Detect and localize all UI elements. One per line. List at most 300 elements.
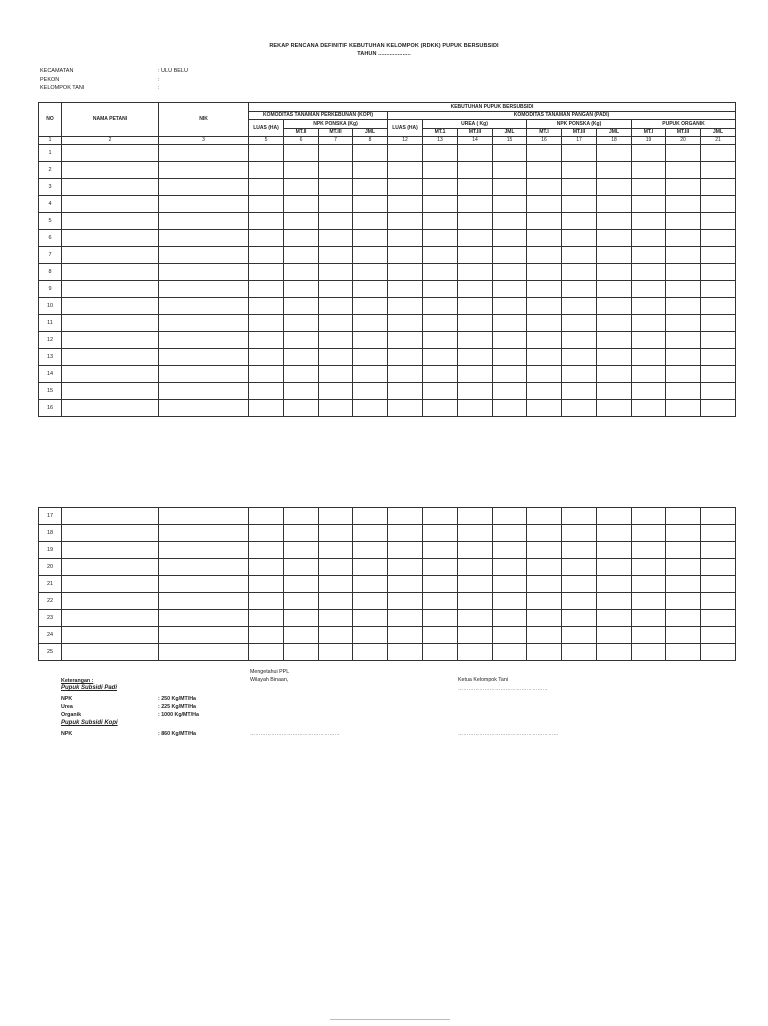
table-cell[interactable]: [527, 229, 562, 246]
table-cell[interactable]: [249, 525, 284, 542]
table-cell[interactable]: [388, 348, 423, 365]
table-cell[interactable]: [353, 263, 388, 280]
table-cell[interactable]: [458, 644, 493, 661]
table-cell[interactable]: [597, 229, 632, 246]
table-cell[interactable]: [527, 246, 562, 263]
table-cell[interactable]: [527, 263, 562, 280]
table-cell[interactable]: [666, 610, 701, 627]
table-cell[interactable]: [353, 212, 388, 229]
table-cell[interactable]: [423, 144, 458, 161]
table-cell[interactable]: [249, 542, 284, 559]
table-cell[interactable]: [458, 399, 493, 416]
table-cell[interactable]: [353, 314, 388, 331]
table-cell[interactable]: [62, 348, 159, 365]
table-cell[interactable]: [284, 559, 319, 576]
table-cell[interactable]: [701, 644, 736, 661]
table-cell[interactable]: [458, 178, 493, 195]
table-cell[interactable]: [423, 348, 458, 365]
table-cell[interactable]: [62, 593, 159, 610]
table-cell[interactable]: [666, 212, 701, 229]
table-cell[interactable]: [388, 382, 423, 399]
table-cell[interactable]: [353, 280, 388, 297]
table-cell[interactable]: [701, 382, 736, 399]
table-cell[interactable]: [527, 382, 562, 399]
table-cell[interactable]: [666, 246, 701, 263]
table-cell[interactable]: [319, 144, 353, 161]
table-cell[interactable]: [632, 331, 666, 348]
table-cell[interactable]: [493, 348, 527, 365]
table-cell[interactable]: [562, 399, 597, 416]
table-cell[interactable]: [562, 644, 597, 661]
table-cell[interactable]: [423, 195, 458, 212]
table-cell[interactable]: [458, 348, 493, 365]
table-cell[interactable]: [597, 331, 632, 348]
table-cell[interactable]: [353, 178, 388, 195]
table-cell[interactable]: [159, 508, 249, 525]
table-cell[interactable]: [159, 280, 249, 297]
table-cell[interactable]: [597, 348, 632, 365]
table-cell[interactable]: [632, 246, 666, 263]
table-cell[interactable]: [249, 263, 284, 280]
table-cell[interactable]: [701, 229, 736, 246]
table-cell[interactable]: [353, 144, 388, 161]
table-cell[interactable]: [527, 280, 562, 297]
table-cell[interactable]: [319, 399, 353, 416]
table-cell[interactable]: [388, 229, 423, 246]
table-cell[interactable]: [62, 314, 159, 331]
table-cell[interactable]: [527, 365, 562, 382]
table-cell[interactable]: [388, 297, 423, 314]
table-cell[interactable]: [62, 525, 159, 542]
table-cell[interactable]: [632, 314, 666, 331]
table-cell[interactable]: [666, 178, 701, 195]
table-cell[interactable]: [562, 212, 597, 229]
table-cell[interactable]: [423, 229, 458, 246]
table-cell[interactable]: [284, 593, 319, 610]
table-cell[interactable]: [562, 280, 597, 297]
table-cell[interactable]: [62, 627, 159, 644]
table-cell[interactable]: [493, 610, 527, 627]
table-cell[interactable]: [527, 644, 562, 661]
table-cell[interactable]: [388, 559, 423, 576]
table-cell[interactable]: [159, 627, 249, 644]
table-cell[interactable]: [319, 280, 353, 297]
table-cell[interactable]: [701, 314, 736, 331]
table-cell[interactable]: [527, 348, 562, 365]
table-cell[interactable]: [353, 399, 388, 416]
table-cell[interactable]: [527, 525, 562, 542]
table-cell[interactable]: [666, 508, 701, 525]
table-cell[interactable]: [666, 314, 701, 331]
table-cell[interactable]: [284, 542, 319, 559]
table-cell[interactable]: [249, 314, 284, 331]
table-cell[interactable]: [319, 178, 353, 195]
table-cell[interactable]: [159, 610, 249, 627]
table-cell[interactable]: [423, 399, 458, 416]
table-cell[interactable]: [701, 212, 736, 229]
table-cell[interactable]: [701, 246, 736, 263]
table-cell[interactable]: [458, 229, 493, 246]
table-cell[interactable]: [249, 382, 284, 399]
table-cell[interactable]: [423, 297, 458, 314]
table-cell[interactable]: [249, 195, 284, 212]
table-cell[interactable]: [159, 161, 249, 178]
table-cell[interactable]: [159, 195, 249, 212]
table-cell[interactable]: [159, 542, 249, 559]
table-cell[interactable]: [423, 161, 458, 178]
table-cell[interactable]: [458, 263, 493, 280]
table-cell[interactable]: [666, 365, 701, 382]
table-cell[interactable]: [666, 161, 701, 178]
table-cell[interactable]: [319, 508, 353, 525]
table-cell[interactable]: [493, 195, 527, 212]
table-cell[interactable]: [597, 508, 632, 525]
table-cell[interactable]: [249, 576, 284, 593]
table-cell[interactable]: [284, 382, 319, 399]
table-cell[interactable]: [388, 144, 423, 161]
table-cell[interactable]: [527, 178, 562, 195]
table-cell[interactable]: [62, 382, 159, 399]
table-cell[interactable]: [666, 542, 701, 559]
table-cell[interactable]: [388, 576, 423, 593]
table-cell[interactable]: [249, 161, 284, 178]
table-cell[interactable]: [388, 178, 423, 195]
table-cell[interactable]: [701, 525, 736, 542]
table-cell[interactable]: [388, 610, 423, 627]
table-cell[interactable]: [458, 280, 493, 297]
table-cell[interactable]: [597, 576, 632, 593]
table-cell[interactable]: [666, 280, 701, 297]
table-cell[interactable]: [159, 212, 249, 229]
table-cell[interactable]: [353, 559, 388, 576]
table-cell[interactable]: [527, 314, 562, 331]
table-cell[interactable]: [284, 280, 319, 297]
table-cell[interactable]: [388, 195, 423, 212]
table-cell[interactable]: [423, 212, 458, 229]
table-cell[interactable]: [666, 195, 701, 212]
table-cell[interactable]: [493, 365, 527, 382]
table-cell[interactable]: [493, 559, 527, 576]
table-cell[interactable]: [493, 246, 527, 263]
table-cell[interactable]: [249, 246, 284, 263]
table-cell[interactable]: [284, 610, 319, 627]
table-cell[interactable]: [62, 280, 159, 297]
table-cell[interactable]: [62, 644, 159, 661]
table-cell[interactable]: [284, 331, 319, 348]
table-cell[interactable]: [159, 525, 249, 542]
table-cell[interactable]: [388, 542, 423, 559]
table-cell[interactable]: [353, 382, 388, 399]
table-cell[interactable]: [353, 593, 388, 610]
table-cell[interactable]: [353, 610, 388, 627]
table-cell[interactable]: [666, 644, 701, 661]
table-cell[interactable]: [562, 559, 597, 576]
table-cell[interactable]: [597, 365, 632, 382]
table-cell[interactable]: [353, 161, 388, 178]
table-cell[interactable]: [284, 195, 319, 212]
table-cell[interactable]: [353, 627, 388, 644]
table-cell[interactable]: [423, 365, 458, 382]
table-cell[interactable]: [353, 576, 388, 593]
table-cell[interactable]: [562, 525, 597, 542]
table-cell[interactable]: [159, 559, 249, 576]
table-cell[interactable]: [388, 246, 423, 263]
table-cell[interactable]: [597, 178, 632, 195]
table-cell[interactable]: [284, 297, 319, 314]
table-cell[interactable]: [701, 365, 736, 382]
table-cell[interactable]: [458, 195, 493, 212]
table-cell[interactable]: [62, 144, 159, 161]
table-cell[interactable]: [423, 178, 458, 195]
table-cell[interactable]: [284, 365, 319, 382]
table-cell[interactable]: [159, 263, 249, 280]
table-cell[interactable]: [701, 195, 736, 212]
table-cell[interactable]: [597, 212, 632, 229]
table-cell[interactable]: [632, 144, 666, 161]
table-cell[interactable]: [249, 399, 284, 416]
table-cell[interactable]: [159, 399, 249, 416]
table-cell[interactable]: [493, 297, 527, 314]
table-cell[interactable]: [562, 508, 597, 525]
table-cell[interactable]: [458, 144, 493, 161]
table-cell[interactable]: [249, 229, 284, 246]
table-cell[interactable]: [562, 331, 597, 348]
table-cell[interactable]: [493, 263, 527, 280]
table-cell[interactable]: [632, 365, 666, 382]
table-cell[interactable]: [249, 627, 284, 644]
table-cell[interactable]: [597, 246, 632, 263]
table-cell[interactable]: [458, 525, 493, 542]
table-cell[interactable]: [353, 229, 388, 246]
table-cell[interactable]: [701, 144, 736, 161]
table-cell[interactable]: [666, 229, 701, 246]
table-cell[interactable]: [353, 195, 388, 212]
table-cell[interactable]: [284, 399, 319, 416]
table-cell[interactable]: [62, 263, 159, 280]
table-cell[interactable]: [353, 246, 388, 263]
table-cell[interactable]: [458, 297, 493, 314]
table-cell[interactable]: [562, 178, 597, 195]
table-cell[interactable]: [458, 331, 493, 348]
table-cell[interactable]: [319, 297, 353, 314]
table-cell[interactable]: [562, 365, 597, 382]
table-cell[interactable]: [632, 212, 666, 229]
table-cell[interactable]: [562, 542, 597, 559]
table-cell[interactable]: [62, 331, 159, 348]
table-cell[interactable]: [632, 627, 666, 644]
table-cell[interactable]: [319, 229, 353, 246]
table-cell[interactable]: [632, 399, 666, 416]
table-cell[interactable]: [284, 314, 319, 331]
table-cell[interactable]: [666, 559, 701, 576]
table-cell[interactable]: [527, 212, 562, 229]
table-cell[interactable]: [284, 576, 319, 593]
table-cell[interactable]: [666, 399, 701, 416]
table-cell[interactable]: [701, 331, 736, 348]
table-cell[interactable]: [458, 559, 493, 576]
table-cell[interactable]: [666, 627, 701, 644]
table-cell[interactable]: [597, 593, 632, 610]
table-cell[interactable]: [493, 508, 527, 525]
table-cell[interactable]: [458, 576, 493, 593]
table-cell[interactable]: [666, 297, 701, 314]
table-cell[interactable]: [458, 382, 493, 399]
table-cell[interactable]: [458, 508, 493, 525]
table-cell[interactable]: [458, 314, 493, 331]
table-cell[interactable]: [249, 297, 284, 314]
table-cell[interactable]: [284, 627, 319, 644]
table-cell[interactable]: [562, 195, 597, 212]
table-cell[interactable]: [666, 593, 701, 610]
table-cell[interactable]: [249, 144, 284, 161]
table-cell[interactable]: [597, 314, 632, 331]
table-cell[interactable]: [632, 593, 666, 610]
table-cell[interactable]: [666, 348, 701, 365]
table-cell[interactable]: [159, 644, 249, 661]
table-cell[interactable]: [319, 644, 353, 661]
table-cell[interactable]: [319, 263, 353, 280]
table-cell[interactable]: [632, 195, 666, 212]
table-cell[interactable]: [632, 161, 666, 178]
table-cell[interactable]: [353, 331, 388, 348]
table-cell[interactable]: [701, 161, 736, 178]
table-cell[interactable]: [701, 399, 736, 416]
table-cell[interactable]: [423, 644, 458, 661]
table-cell[interactable]: [284, 263, 319, 280]
table-cell[interactable]: [527, 399, 562, 416]
table-cell[interactable]: [284, 348, 319, 365]
table-cell[interactable]: [562, 161, 597, 178]
table-cell[interactable]: [62, 399, 159, 416]
table-cell[interactable]: [353, 508, 388, 525]
table-cell[interactable]: [632, 280, 666, 297]
table-cell[interactable]: [249, 212, 284, 229]
table-cell[interactable]: [527, 508, 562, 525]
table-cell[interactable]: [562, 246, 597, 263]
table-cell[interactable]: [388, 627, 423, 644]
table-cell[interactable]: [493, 178, 527, 195]
table-cell[interactable]: [562, 610, 597, 627]
table-cell[interactable]: [388, 525, 423, 542]
table-cell[interactable]: [159, 229, 249, 246]
table-cell[interactable]: [284, 212, 319, 229]
table-cell[interactable]: [562, 229, 597, 246]
table-cell[interactable]: [62, 178, 159, 195]
table-cell[interactable]: [632, 644, 666, 661]
table-cell[interactable]: [159, 576, 249, 593]
table-cell[interactable]: [159, 144, 249, 161]
table-cell[interactable]: [527, 331, 562, 348]
table-cell[interactable]: [62, 610, 159, 627]
table-cell[interactable]: [388, 593, 423, 610]
table-cell[interactable]: [527, 610, 562, 627]
table-cell[interactable]: [493, 576, 527, 593]
table-cell[interactable]: [319, 246, 353, 263]
table-cell[interactable]: [353, 525, 388, 542]
table-cell[interactable]: [666, 382, 701, 399]
table-cell[interactable]: [388, 399, 423, 416]
table-cell[interactable]: [319, 382, 353, 399]
table-cell[interactable]: [62, 542, 159, 559]
table-cell[interactable]: [423, 280, 458, 297]
table-cell[interactable]: [493, 542, 527, 559]
table-cell[interactable]: [249, 610, 284, 627]
table-cell[interactable]: [319, 212, 353, 229]
table-cell[interactable]: [493, 382, 527, 399]
table-cell[interactable]: [493, 144, 527, 161]
table-cell[interactable]: [493, 331, 527, 348]
table-cell[interactable]: [458, 627, 493, 644]
table-cell[interactable]: [527, 297, 562, 314]
table-cell[interactable]: [562, 627, 597, 644]
table-cell[interactable]: [353, 365, 388, 382]
table-cell[interactable]: [666, 525, 701, 542]
table-cell[interactable]: [319, 593, 353, 610]
table-cell[interactable]: [597, 280, 632, 297]
table-cell[interactable]: [319, 365, 353, 382]
table-cell[interactable]: [249, 178, 284, 195]
table-cell[interactable]: [527, 559, 562, 576]
table-cell[interactable]: [701, 348, 736, 365]
table-cell[interactable]: [597, 161, 632, 178]
table-cell[interactable]: [388, 161, 423, 178]
table-cell[interactable]: [493, 314, 527, 331]
table-cell[interactable]: [597, 559, 632, 576]
table-cell[interactable]: [701, 576, 736, 593]
table-cell[interactable]: [388, 365, 423, 382]
table-cell[interactable]: [62, 559, 159, 576]
table-cell[interactable]: [701, 263, 736, 280]
table-cell[interactable]: [493, 212, 527, 229]
table-cell[interactable]: [159, 297, 249, 314]
table-cell[interactable]: [62, 229, 159, 246]
table-cell[interactable]: [423, 593, 458, 610]
table-cell[interactable]: [319, 195, 353, 212]
table-cell[interactable]: [159, 331, 249, 348]
table-cell[interactable]: [493, 229, 527, 246]
table-cell[interactable]: [249, 593, 284, 610]
table-cell[interactable]: [159, 382, 249, 399]
table-cell[interactable]: [284, 508, 319, 525]
table-cell[interactable]: [62, 161, 159, 178]
table-cell[interactable]: [388, 263, 423, 280]
table-cell[interactable]: [527, 542, 562, 559]
table-cell[interactable]: [701, 508, 736, 525]
table-cell[interactable]: [458, 610, 493, 627]
table-cell[interactable]: [62, 195, 159, 212]
table-cell[interactable]: [249, 365, 284, 382]
table-cell[interactable]: [701, 297, 736, 314]
table-cell[interactable]: [458, 593, 493, 610]
table-cell[interactable]: [632, 525, 666, 542]
table-cell[interactable]: [701, 610, 736, 627]
table-cell[interactable]: [388, 280, 423, 297]
table-cell[interactable]: [319, 542, 353, 559]
table-cell[interactable]: [319, 314, 353, 331]
table-cell[interactable]: [423, 627, 458, 644]
table-cell[interactable]: [284, 229, 319, 246]
table-cell[interactable]: [249, 280, 284, 297]
table-cell[interactable]: [597, 195, 632, 212]
table-cell[interactable]: [284, 144, 319, 161]
table-cell[interactable]: [62, 246, 159, 263]
table-cell[interactable]: [527, 576, 562, 593]
table-cell[interactable]: [493, 399, 527, 416]
table-cell[interactable]: [458, 542, 493, 559]
table-cell[interactable]: [319, 576, 353, 593]
table-cell[interactable]: [493, 280, 527, 297]
table-cell[interactable]: [423, 559, 458, 576]
